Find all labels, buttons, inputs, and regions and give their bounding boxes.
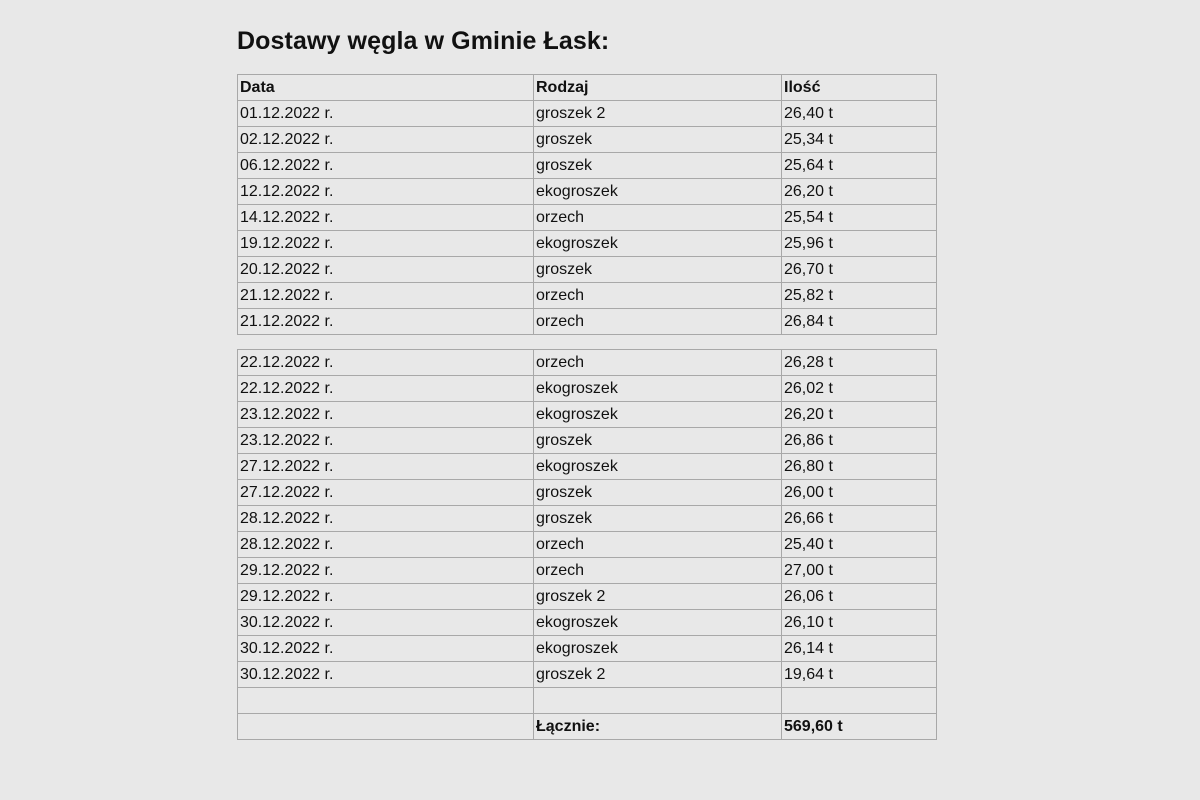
delivery-date-cell: 21.12.2022 r. <box>238 283 534 309</box>
quantity-cell: 26,10 t <box>782 610 937 636</box>
delivery-date-cell: 30.12.2022 r. <box>238 636 534 662</box>
coal-type-cell: ekogroszek <box>534 610 782 636</box>
delivery-date-cell: 29.12.2022 r. <box>238 584 534 610</box>
coal-type-cell: orzech <box>534 205 782 231</box>
delivery-date-cell: 29.12.2022 r. <box>238 558 534 584</box>
deliveries-table-part-2 <box>237 349 937 740</box>
quantity-cell: 25,34 t <box>782 127 937 153</box>
table-row <box>238 376 937 402</box>
quantity-cell: 27,00 t <box>782 558 937 584</box>
deliveries-table-part-1 <box>237 74 937 335</box>
coal-type-cell: orzech <box>534 283 782 309</box>
delivery-date-cell: 02.12.2022 r. <box>238 127 534 153</box>
delivery-date-cell: 14.12.2022 r. <box>238 205 534 231</box>
quantity-cell: 26,14 t <box>782 636 937 662</box>
quantity-cell: 19,64 t <box>782 662 937 688</box>
delivery-date-cell: 30.12.2022 r. <box>238 662 534 688</box>
delivery-date-cell: 19.12.2022 r. <box>238 231 534 257</box>
coal-type-cell: orzech <box>534 558 782 584</box>
table-row <box>238 127 937 153</box>
delivery-date-cell: 01.12.2022 r. <box>238 101 534 127</box>
quantity-cell: 26,28 t <box>782 350 937 376</box>
table-row <box>238 584 937 610</box>
delivery-date-cell: 06.12.2022 r. <box>238 153 534 179</box>
total-value: 569,60 t <box>782 714 937 740</box>
coal-type-cell: groszek 2 <box>534 662 782 688</box>
table-row <box>238 454 937 480</box>
blank-cell <box>238 688 534 714</box>
delivery-date-cell: 12.12.2022 r. <box>238 179 534 205</box>
delivery-date-cell: 22.12.2022 r. <box>238 350 534 376</box>
delivery-date-cell: 23.12.2022 r. <box>238 428 534 454</box>
table-row <box>238 283 937 309</box>
quantity-cell: 26,70 t <box>782 257 937 283</box>
quantity-cell: 26,02 t <box>782 376 937 402</box>
coal-type-cell: orzech <box>534 309 782 335</box>
delivery-date-cell: 27.12.2022 r. <box>238 454 534 480</box>
table-row <box>238 636 937 662</box>
quantity-cell: 25,40 t <box>782 532 937 558</box>
table-row <box>238 402 937 428</box>
blank-row <box>238 688 937 714</box>
column-header-type: Rodzaj <box>534 75 782 101</box>
coal-type-cell: orzech <box>534 350 782 376</box>
quantity-cell: 26,86 t <box>782 428 937 454</box>
quantity-cell: 26,84 t <box>782 309 937 335</box>
delivery-date-cell: 28.12.2022 r. <box>238 506 534 532</box>
coal-type-cell: ekogroszek <box>534 179 782 205</box>
delivery-date-cell: 30.12.2022 r. <box>238 610 534 636</box>
table-row <box>238 558 937 584</box>
table-row <box>238 428 937 454</box>
table-row <box>238 231 937 257</box>
coal-type-cell: ekogroszek <box>534 376 782 402</box>
table-row <box>238 480 937 506</box>
total-label: Łącznie: <box>534 714 782 740</box>
quantity-cell: 26,66 t <box>782 506 937 532</box>
quantity-cell: 25,82 t <box>782 283 937 309</box>
table-row <box>238 153 937 179</box>
blank-cell <box>534 688 782 714</box>
quantity-cell: 26,40 t <box>782 101 937 127</box>
table-row <box>238 532 937 558</box>
table-row <box>238 257 937 283</box>
page-title: Dostawy węgla w Gminie Łask: <box>237 27 610 55</box>
quantity-cell: 26,80 t <box>782 454 937 480</box>
table-row <box>238 101 937 127</box>
delivery-date-cell: 27.12.2022 r. <box>238 480 534 506</box>
table-row <box>238 309 937 335</box>
blank-cell <box>782 688 937 714</box>
quantity-cell: 26,20 t <box>782 179 937 205</box>
quantity-cell: 26,06 t <box>782 584 937 610</box>
coal-type-cell: groszek <box>534 257 782 283</box>
quantity-cell: 25,96 t <box>782 231 937 257</box>
table-row <box>238 179 937 205</box>
table-row <box>238 610 937 636</box>
coal-type-cell: groszek <box>534 506 782 532</box>
delivery-date-cell: 23.12.2022 r. <box>238 402 534 428</box>
coal-type-cell: ekogroszek <box>534 636 782 662</box>
table-row <box>238 350 937 376</box>
coal-type-cell: ekogroszek <box>534 454 782 480</box>
table-row <box>238 506 937 532</box>
total-row <box>238 714 937 740</box>
quantity-cell: 26,00 t <box>782 480 937 506</box>
delivery-date-cell: 20.12.2022 r. <box>238 257 534 283</box>
quantity-cell: 25,54 t <box>782 205 937 231</box>
coal-type-cell: ekogroszek <box>534 402 782 428</box>
delivery-date-cell: 28.12.2022 r. <box>238 532 534 558</box>
coal-type-cell: ekogroszek <box>534 231 782 257</box>
delivery-date-cell: 21.12.2022 r. <box>238 309 534 335</box>
coal-type-cell: orzech <box>534 532 782 558</box>
column-header-date: Data <box>238 75 534 101</box>
coal-type-cell: groszek <box>534 153 782 179</box>
column-header-quantity: Ilość <box>782 75 937 101</box>
table-header-row <box>238 75 937 101</box>
table-row <box>238 662 937 688</box>
coal-type-cell: groszek 2 <box>534 584 782 610</box>
delivery-date-cell: 22.12.2022 r. <box>238 376 534 402</box>
total-empty-cell <box>238 714 534 740</box>
coal-type-cell: groszek <box>534 127 782 153</box>
coal-type-cell: groszek 2 <box>534 101 782 127</box>
coal-type-cell: groszek <box>534 428 782 454</box>
coal-type-cell: groszek <box>534 480 782 506</box>
quantity-cell: 26,20 t <box>782 402 937 428</box>
table-row <box>238 205 937 231</box>
quantity-cell: 25,64 t <box>782 153 937 179</box>
